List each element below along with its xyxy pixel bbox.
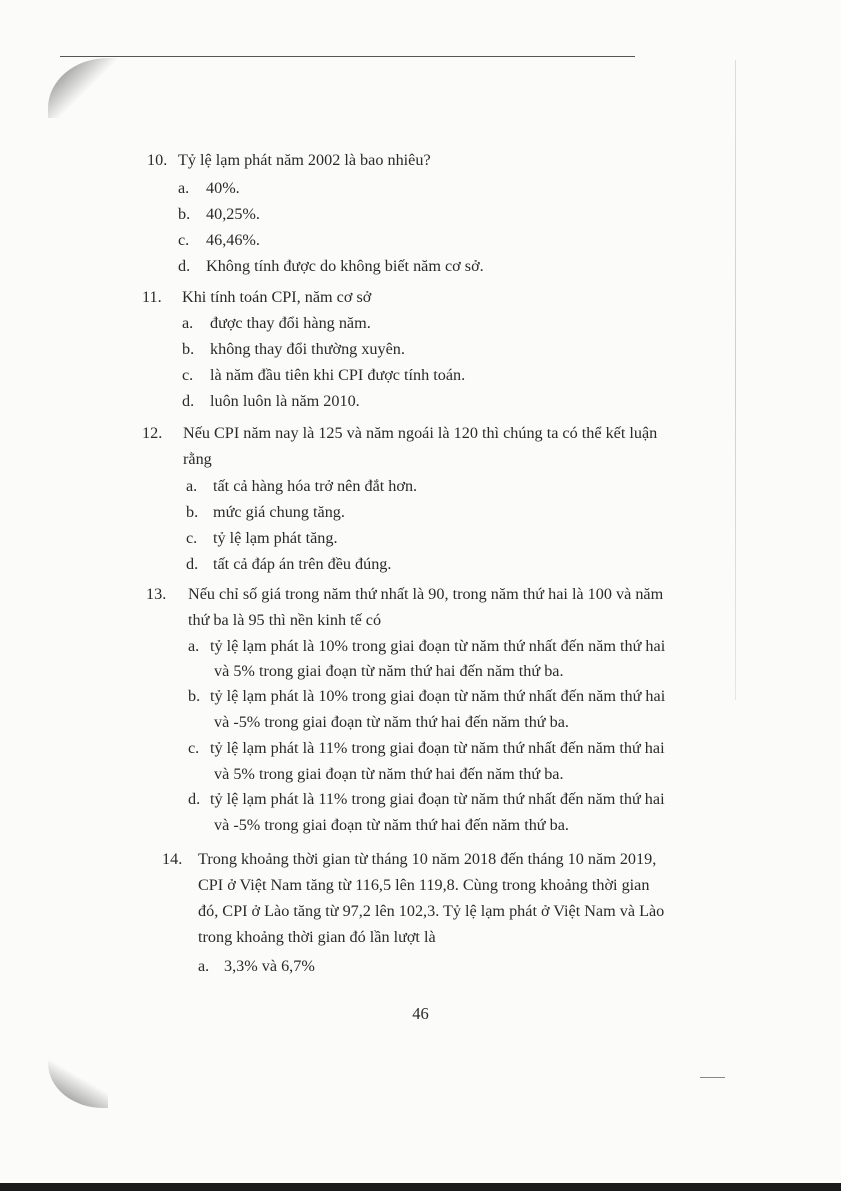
question-number: 13. [146, 585, 167, 603]
scan-bottom-border [0, 1183, 841, 1191]
scan-top-edge [60, 56, 635, 57]
question-number: 11. [142, 288, 162, 306]
option-label: c. [178, 231, 190, 249]
scan-mark-bottom-right [700, 1077, 725, 1078]
question-stem-line: trong khoảng thời gian đó lần lượt là [198, 928, 436, 946]
question-stem-line: Nếu CPI năm nay là 125 và năm ngoái là 120 thì chúng ta có thể kết luận [183, 424, 658, 442]
option-text-line: Không tính được do không biết năm cơ sở. [206, 257, 484, 275]
option-label: b. [186, 503, 199, 521]
option-text-line: 40,25%. [206, 205, 260, 223]
option-label: a. [182, 314, 194, 332]
scan-right-edge [735, 60, 736, 700]
option-text-line: là năm đầu tiên khi CPI được tính toán. [210, 366, 466, 384]
question-number: 10. [147, 151, 168, 169]
option-label: d. [188, 790, 201, 808]
option-label: a. [178, 179, 190, 197]
question-stem-line: Khi tính toán CPI, năm cơ sở [182, 288, 372, 306]
option-label: b. [182, 340, 195, 358]
option-text-line: 46,46%. [206, 231, 260, 249]
option-text-line: tỷ lệ lạm phát là 11% trong giai đoạn từ năm thứ nhất đến năm thứ hai [210, 739, 665, 757]
question-stem-line: rằng [183, 450, 212, 468]
question-stem-line: Nếu chỉ số giá trong năm thứ nhất là 90, trong năm thứ hai là 100 và năm [188, 585, 664, 603]
option-text-line: 3,3% và 6,7% [224, 957, 315, 975]
option-label: d. [178, 257, 191, 275]
option-text-line: mức giá chung tăng. [213, 503, 345, 521]
question-stem-line: thứ ba là 95 thì nền kinh tế có [188, 611, 382, 629]
option-text-line: tất cả hàng hóa trở nên đắt hơn. [213, 477, 418, 495]
option-label: c. [188, 739, 200, 757]
option-text-line: tỷ lệ lạm phát là 10% trong giai đoạn từ năm thứ nhất đến năm thứ hai [210, 687, 666, 705]
option-text-line: 40%. [206, 179, 240, 197]
question-stem-line: CPI ở Việt Nam tăng từ 116,5 lên 119,8. Cùng trong khoảng thời gian [198, 876, 650, 894]
option-text-line: tất cả đáp án trên đều đúng. [213, 555, 392, 573]
option-label: c. [182, 366, 194, 384]
option-label: a. [186, 477, 198, 495]
option-text-line: và 5% trong giai đoạn từ năm thứ hai đến năm thứ ba. [214, 765, 564, 783]
question-number: 14. [162, 850, 183, 868]
question-stem-line: đó, CPI ở Lào tăng từ 97,2 lên 102,3. Tỷ lệ lạm phát ở Việt Nam và Lào [198, 902, 665, 920]
question-number: 12. [142, 424, 163, 442]
option-text-line: không thay đổi thường xuyên. [210, 340, 405, 358]
option-label: d. [186, 555, 199, 573]
question-stem-line: Tỷ lệ lạm phát năm 2002 là bao nhiêu? [178, 151, 431, 169]
option-text-line: và 5% trong giai đoạn từ năm thứ hai đến năm thứ ba. [214, 662, 564, 680]
scan-shadow-top-left [48, 58, 118, 118]
question-stem-line: Trong khoảng thời gian từ tháng 10 năm 2018 đến tháng 10 năm 2019, [198, 850, 657, 868]
option-text-line: tỷ lệ lạm phát tăng. [213, 529, 338, 547]
option-label: c. [186, 529, 198, 547]
option-label: a. [198, 957, 210, 975]
option-label: b. [178, 205, 191, 223]
option-text-line: và -5% trong giai đoạn từ năm thứ hai đến năm thứ ba. [214, 816, 569, 834]
option-text-line: luôn luôn là năm 2010. [210, 392, 360, 410]
option-label: a. [188, 637, 200, 655]
option-text-line: tỷ lệ lạm phát là 10% trong giai đoạn từ năm thứ nhất đến năm thứ hai [210, 637, 666, 655]
option-text-line: và -5% trong giai đoạn từ năm thứ hai đến năm thứ ba. [214, 713, 569, 731]
option-text-line: tỷ lệ lạm phát là 11% trong giai đoạn từ năm thứ nhất đến năm thứ hai [210, 790, 665, 808]
scan-shadow-bottom-left [48, 1060, 108, 1108]
page-number: 46 [412, 1004, 429, 1023]
option-text-line: được thay đổi hàng năm. [210, 314, 371, 332]
option-label: d. [182, 392, 195, 410]
option-label: b. [188, 687, 201, 705]
